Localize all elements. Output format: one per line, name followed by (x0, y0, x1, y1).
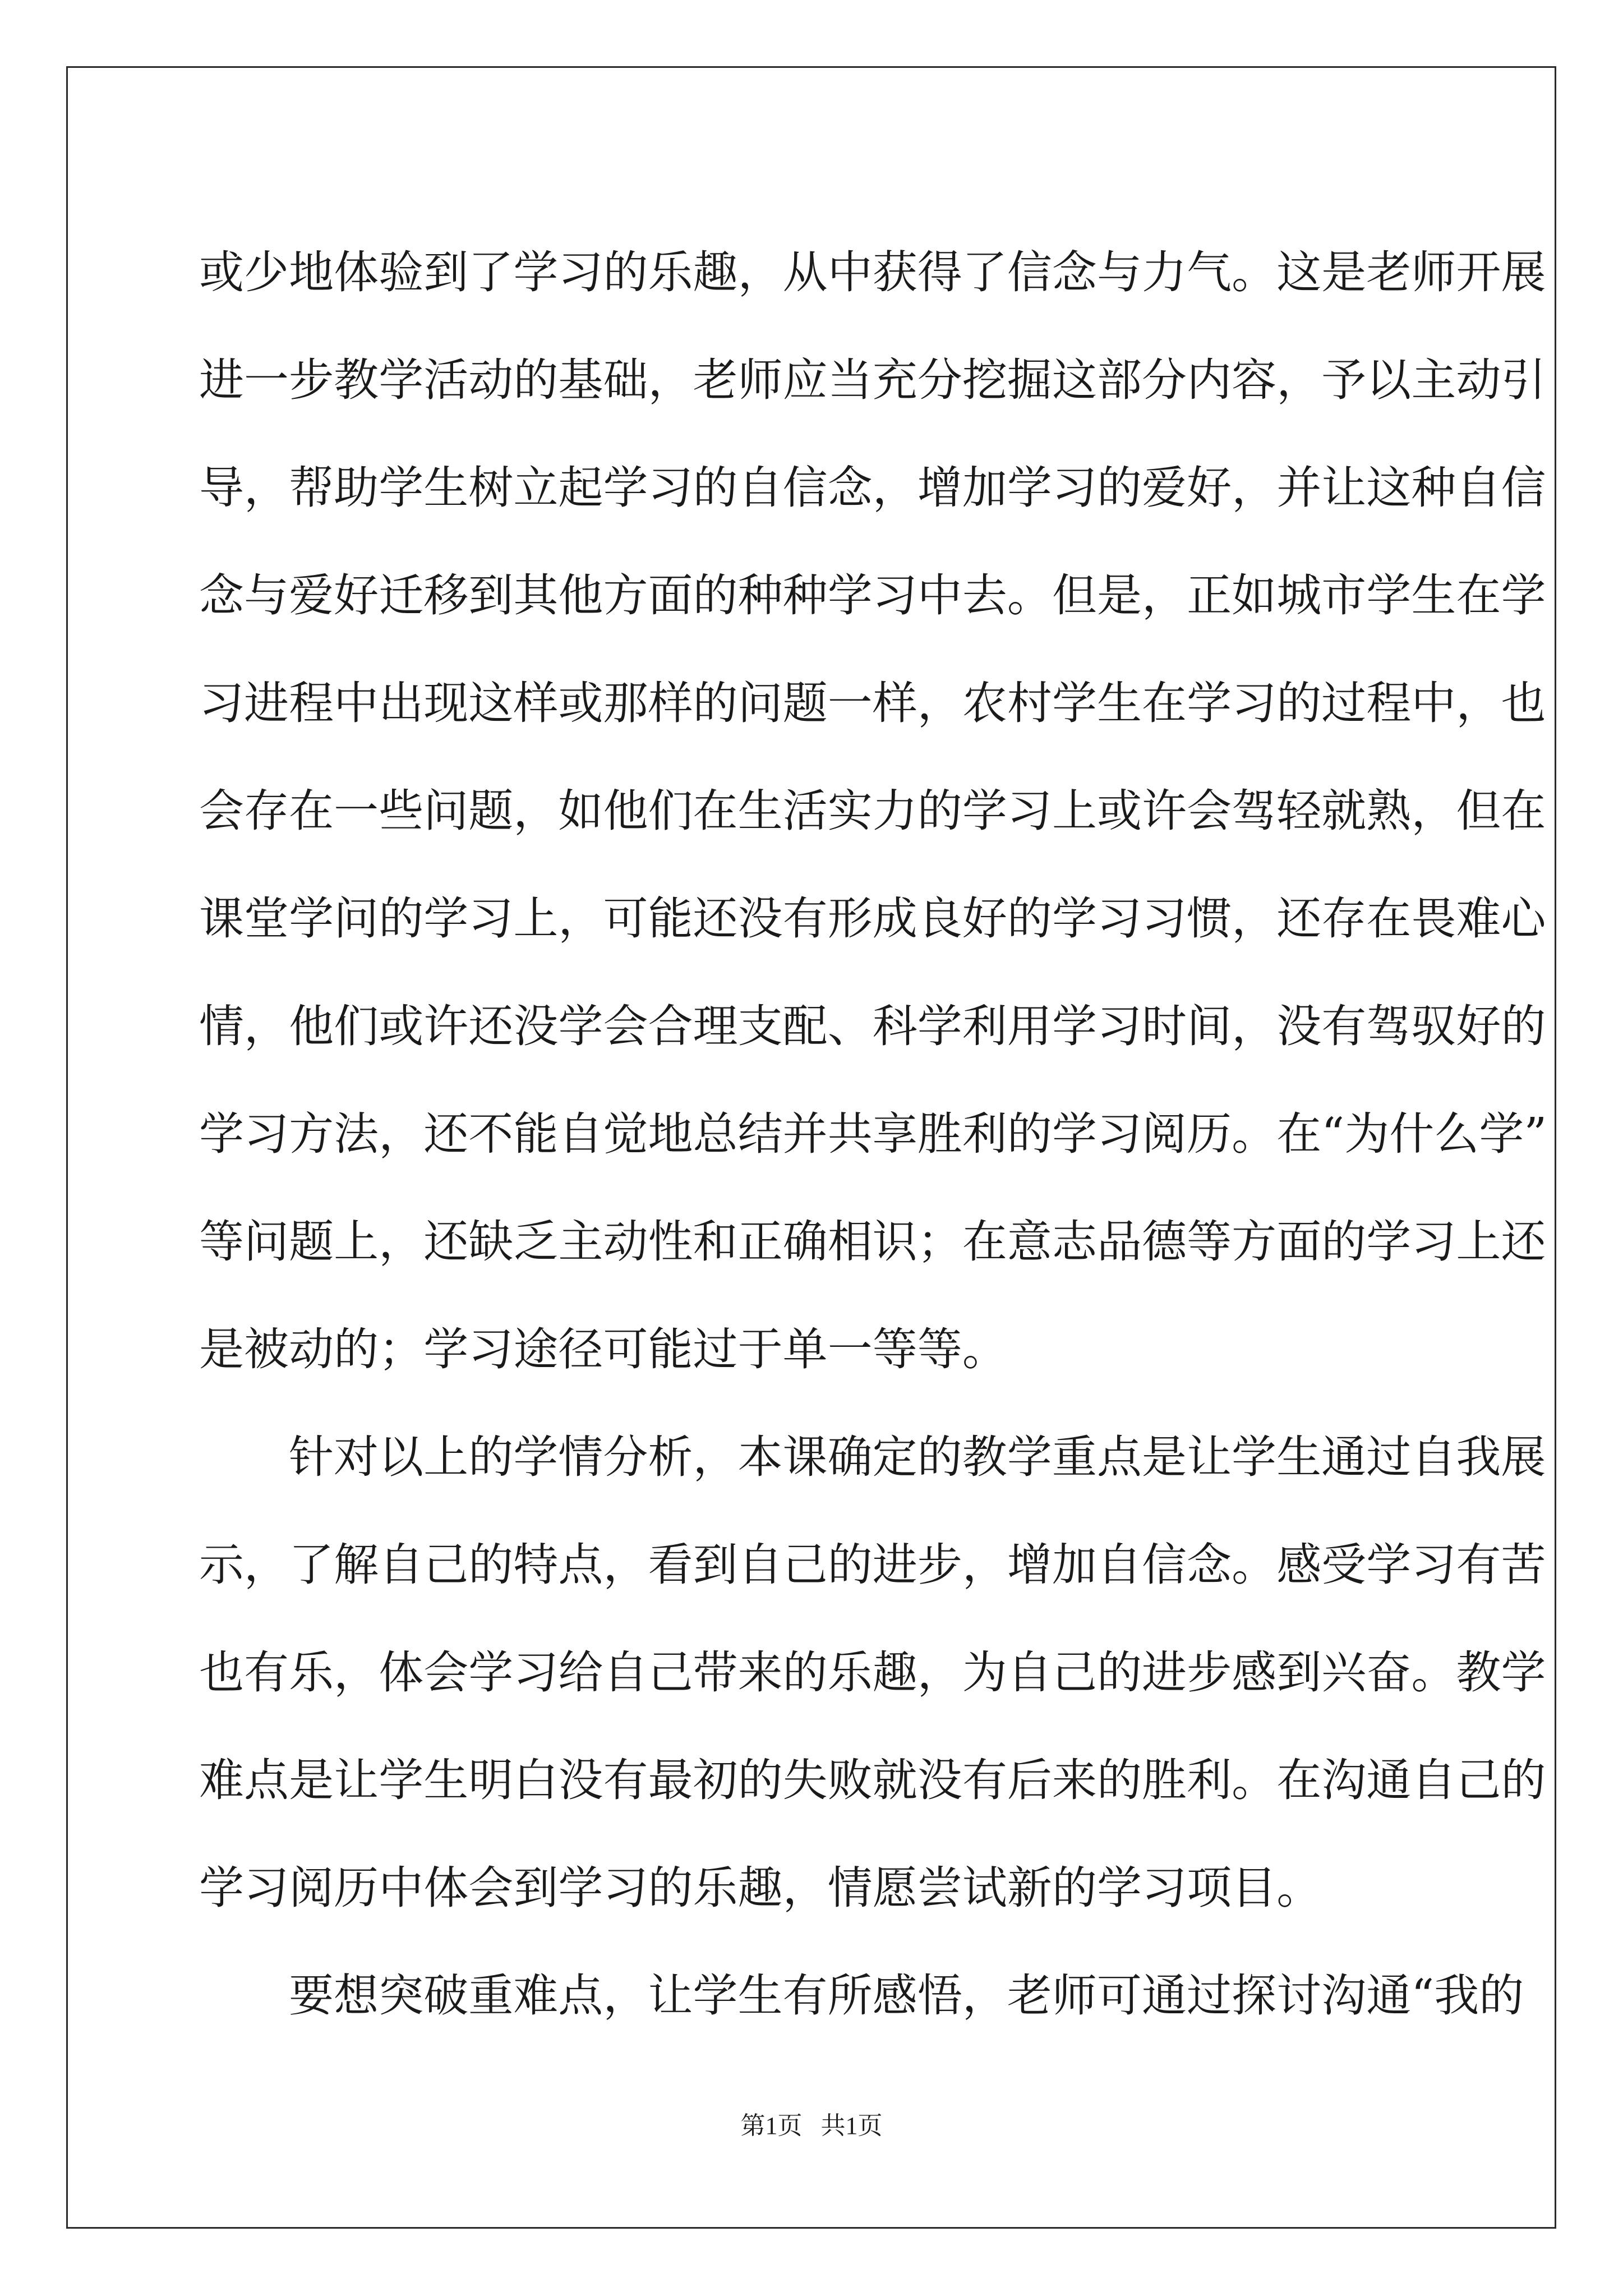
text-line: 示，了解自己的特点，看到自己的进步，增加自信念。感受学习有苦 (199, 1539, 1546, 1591)
document-body (199, 219, 1547, 2050)
text-line: 念与爱好迁移到其他方面的种种学习中去。但是，正如城市学生在学 (199, 569, 1546, 622)
text-line: 等问题上，还缺乏主动性和正确相识；在意志品德等方面的学习上还 (199, 1216, 1546, 1268)
text-line: 会存在一些问题，如他们在生活实力的学习上或许会驾轻就熟，但在 (199, 785, 1546, 837)
text-line: 学习阅历中体会到学习的乐趣，情愿尝试新的学习项目。 (199, 1862, 1322, 1914)
text-line: 学习方法，还不能自觉地总结并共享胜利的学习阅历。在“为什么学” (199, 1108, 1547, 1160)
text-line: 是被动的；学习途径可能过于单一等等。 (199, 1323, 1007, 1375)
text-line: 导，帮助学生树立起学习的自信念，增加学习的爱好，并让这种自信 (199, 462, 1546, 514)
text-line: 课堂学问的学习上，可能还没有形成良好的学习习惯，还存在畏难心 (199, 892, 1546, 945)
text-line: 进一步教学活动的基础，老师应当充分挖掘这部分内容，予以主动引 (199, 354, 1546, 406)
text-line: 难点是让学生明白没有最初的失败就没有后来的胜利。在沟通自己的 (199, 1754, 1546, 1806)
text-line: 习进程中出现这样或那样的问题一样，农村学生在学习的过程中，也 (199, 677, 1546, 729)
paragraph-start-line: 要想突破重难点，让学生有所感悟，老师可通过探讨沟通“我的 (289, 1970, 1524, 2022)
page-number-footer: 第1页 共1页 (740, 2112, 883, 2139)
text-line: 情，他们或许还没学会合理支配、科学利用学习时间，没有驾驭好的 (199, 1000, 1546, 1052)
text-line: 也有乐，体会学习给自己带来的乐趣，为自己的进步感到兴奋。教学 (199, 1646, 1546, 1699)
text-line: 或少地体验到了学习的乐趣，从中获得了信念与力气。这是老师开展 (199, 246, 1546, 298)
paragraph-start-line: 针对以上的学情分析，本课确定的教学重点是让学生通过自我展 (289, 1431, 1546, 1483)
